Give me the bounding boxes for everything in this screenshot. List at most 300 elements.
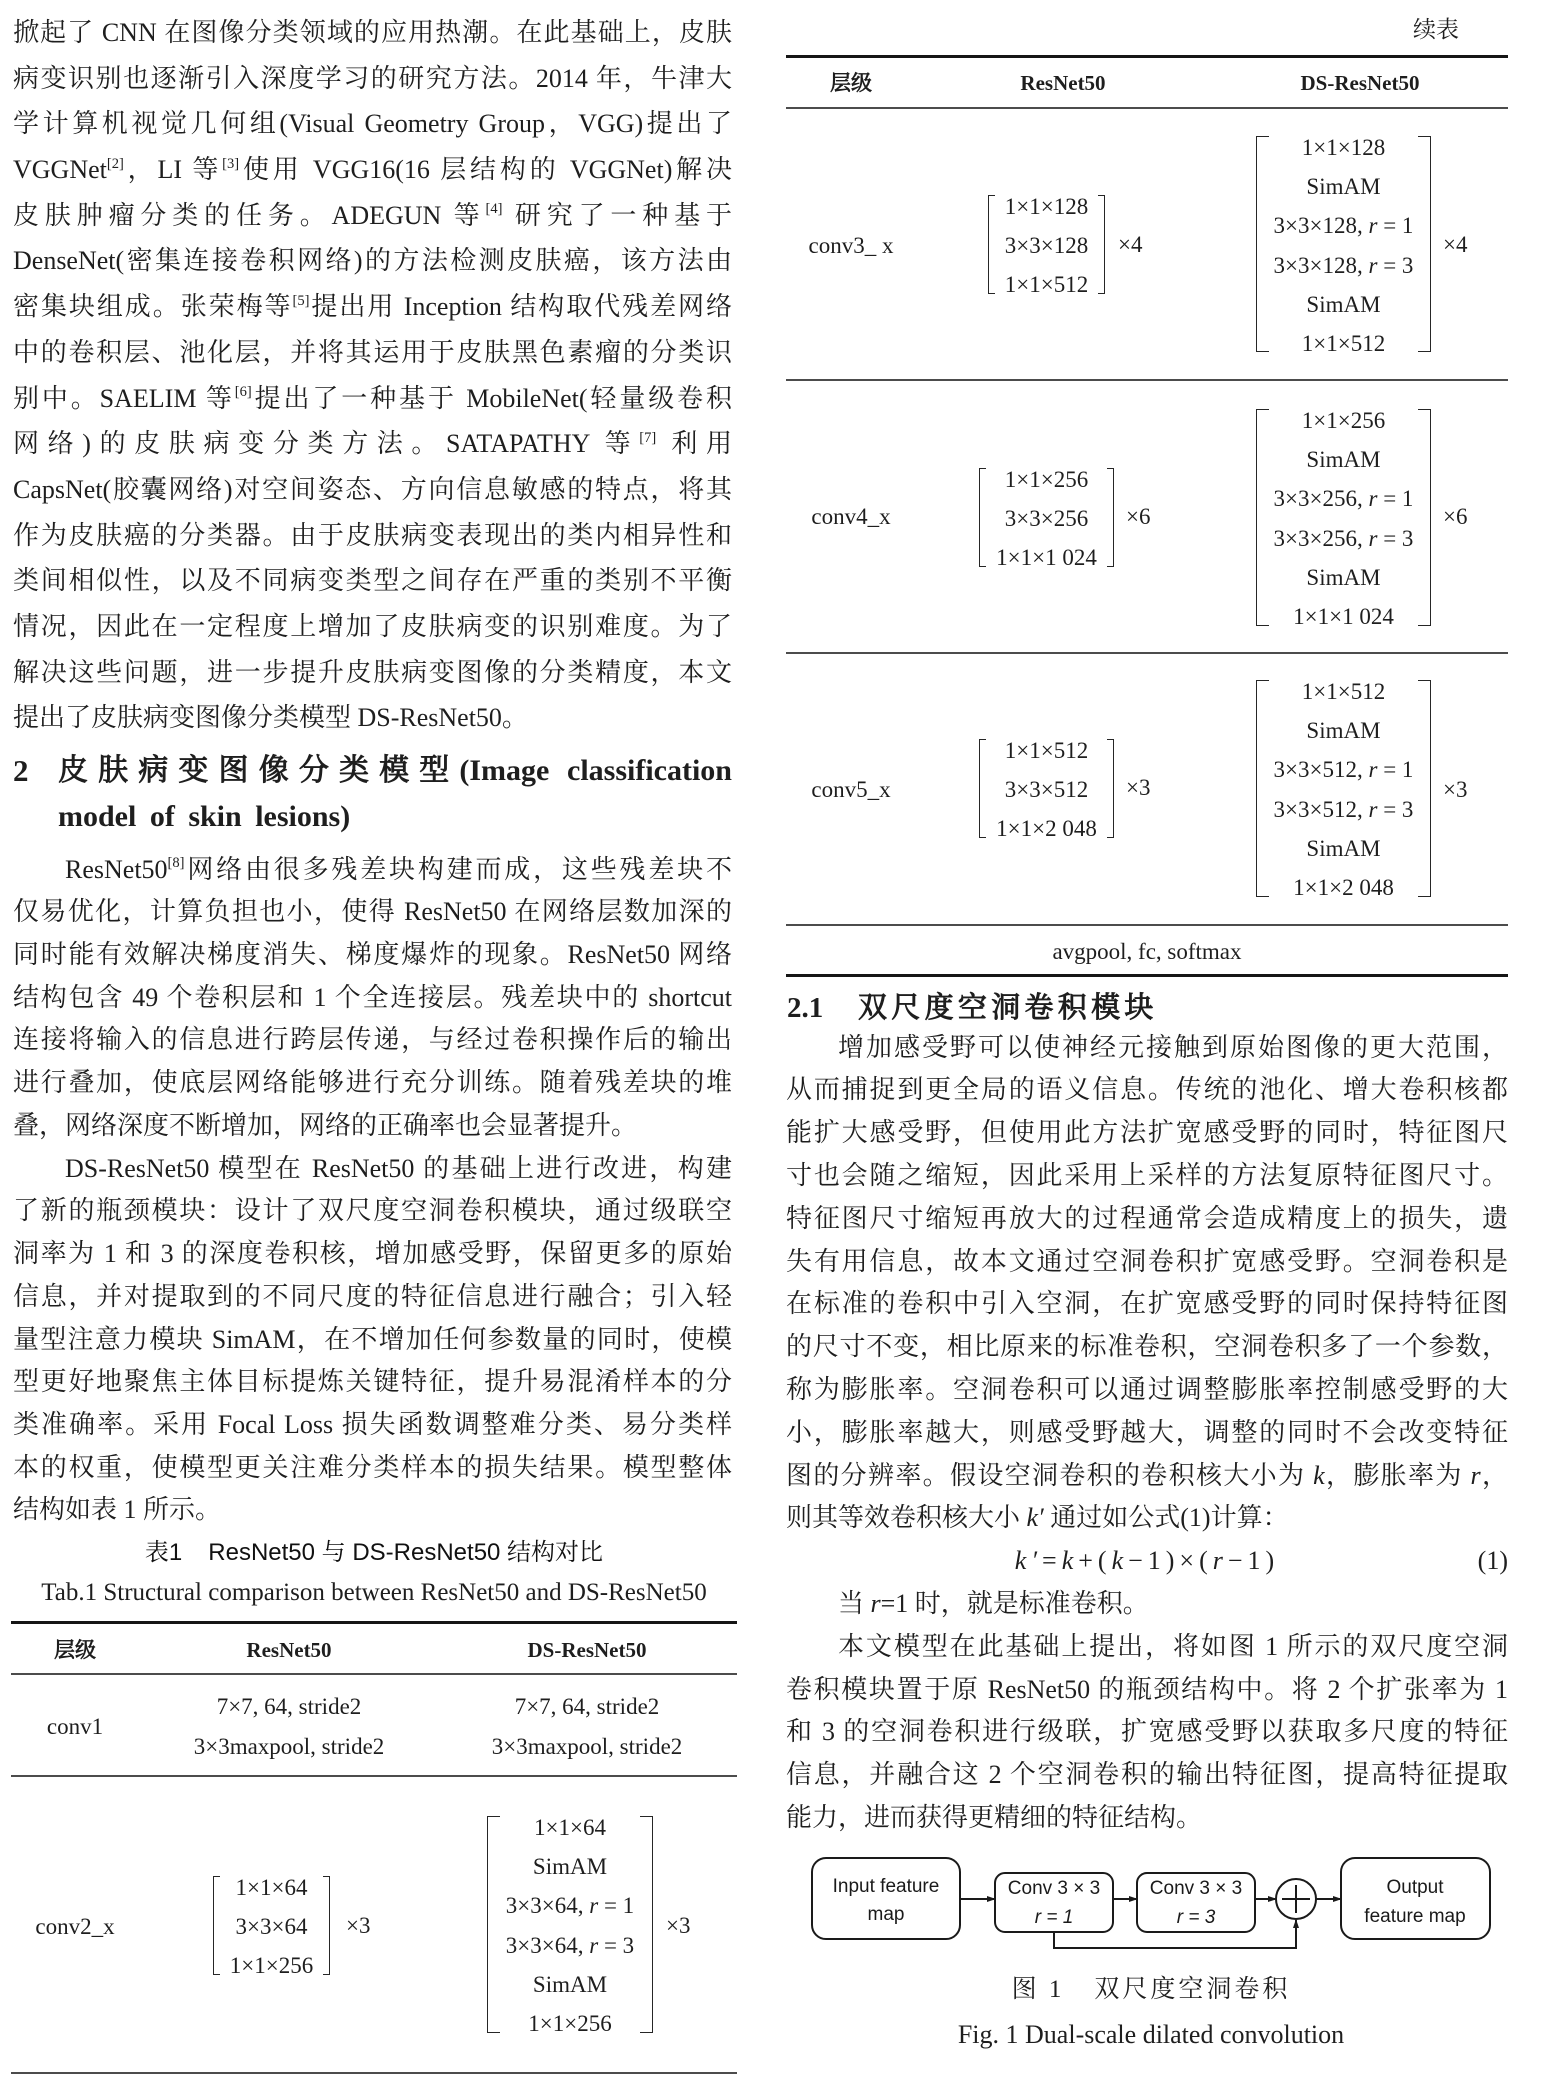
text-line <box>1256 285 1431 324</box>
layer-label: conv3_ x <box>808 233 894 258</box>
text-run: 1×1×2 048 <box>1293 874 1394 900</box>
table-1-bottom-rule <box>11 2072 737 2074</box>
matrix-lines <box>1256 672 1431 907</box>
math-variable: r <box>1368 213 1378 239</box>
figure-1-label: 图 1 <box>1011 1976 1065 2003</box>
citation-superscript: [3] <box>222 155 240 172</box>
resnet50-block-matrix <box>979 738 1114 842</box>
text-run: = 1 <box>598 1893 635 1919</box>
text-line <box>1256 167 1431 206</box>
text-run: +( <box>1078 1546 1112 1576</box>
text-run: = 1 <box>1377 757 1414 783</box>
table-footer-row: avgpool, fc, softmax <box>1052 939 1242 964</box>
text-run: 类间相似性，以及不同病变类型之间存在严重的类别不平衡 <box>13 566 732 596</box>
text-run: 仅易优化，计算负担也小，使得 ResNet50 在网络层数加深的 <box>13 897 732 927</box>
text-run: SimAM <box>1306 447 1381 473</box>
text-run: 称为膨胀率。空洞卷积可以通过调整膨胀率控制感受野的大 <box>786 1374 1508 1404</box>
text-line <box>786 1455 1508 1498</box>
text-line <box>13 376 732 422</box>
ds-resnet50-block-matrix <box>487 1815 653 2036</box>
text-run: 网络)的皮肤病变分类方法。SATAPATHY 等 <box>13 429 640 459</box>
text-run: 别中。SAELIM 等 <box>13 383 235 413</box>
math-variable: k <box>1313 1460 1325 1490</box>
table-continued-header-resnet50: ResNet50 <box>1020 71 1106 95</box>
text-line <box>13 1404 732 1447</box>
text-line <box>487 1965 653 2004</box>
text-run: 皮肤肿瘤分类的任务。ADEGUN 等 <box>13 200 486 230</box>
text-line <box>477 1687 697 1727</box>
text-line <box>213 1946 330 1985</box>
math-variable: r <box>1368 486 1378 512</box>
text-run: =1 时，就是标准卷积。 <box>880 1589 1149 1618</box>
text-line <box>786 1112 1508 1155</box>
repeat-count: ×6 <box>1443 504 1468 529</box>
math-variable: r <box>1470 1460 1481 1490</box>
text-run: 卷积模块置于原 ResNet50 的瓶颈结构中。将 2 个扩张率为 1 <box>786 1674 1508 1704</box>
text-line <box>979 538 1114 577</box>
math-variable: r <box>1368 796 1378 822</box>
repeat-count: ×3 <box>1126 775 1151 800</box>
ds-resnet50-cell <box>477 1687 697 1767</box>
conv-r1-label-line-1: Conv 3 × 3 <box>1007 1878 1101 1899</box>
text-run: SimAM <box>1306 564 1381 590</box>
text-run: 1×1×128 <box>1004 194 1089 219</box>
text-line <box>477 1727 697 1767</box>
text-line <box>13 421 732 467</box>
math-variable: r <box>589 1893 599 1919</box>
text-line <box>487 1926 653 1965</box>
text-line <box>1256 790 1431 829</box>
text-line <box>13 849 732 892</box>
matrix-lines <box>979 731 1114 849</box>
table-continued-top-rule <box>786 55 1508 58</box>
text-line <box>786 1669 1508 1712</box>
citation-superscript: [6] <box>234 384 252 401</box>
text-run: = 3 <box>1377 796 1414 822</box>
conv-r1-label-line-2: r = 1 <box>1034 1907 1074 1928</box>
text-line <box>979 770 1114 809</box>
text-line <box>13 10 732 56</box>
text-line <box>13 147 732 193</box>
text-line <box>988 226 1105 265</box>
text-run: 3×3×256 <box>1004 506 1089 532</box>
table-row-divider <box>11 1775 737 1777</box>
text-line <box>1256 128 1431 167</box>
text-run: 研究了一种基于 <box>502 200 732 230</box>
text-run: 中的卷积层、池化层，并将其运用于皮肤黑色素瘤的分类识 <box>13 337 732 367</box>
ds-resnet50-block-matrix <box>1256 408 1431 629</box>
text-line <box>13 1319 732 1362</box>
text-run: = 3 <box>1377 525 1414 551</box>
text-run: 通过如公式(1)计算： <box>1043 1503 1289 1533</box>
text-line <box>13 56 732 102</box>
text-line <box>13 558 732 604</box>
text-run: = 1 <box>1377 213 1414 239</box>
text-line <box>786 1069 1508 1112</box>
math-variable: k′ <box>1026 1503 1044 1533</box>
text-run: SimAM <box>532 1854 608 1880</box>
text-line <box>988 187 1105 226</box>
matrix-lines <box>979 460 1114 578</box>
text-line <box>13 1489 732 1532</box>
citation-superscript: [5] <box>292 292 310 309</box>
figure-1-title: 双尺度空洞卷积 <box>1094 1976 1291 2003</box>
table-1-label: 表1 <box>144 1539 183 1566</box>
matrix-lines <box>213 1868 330 1986</box>
repeat-count: ×6 <box>1126 504 1151 529</box>
text-line <box>13 284 732 330</box>
text-run: 提出了皮肤病变图像分类模型 DS-ResNet50。 <box>13 703 528 733</box>
text-run: 寸也会随之缩短，因此采用上采样的方法复原特征图尺寸。 <box>786 1160 1508 1190</box>
text-line <box>487 1847 653 1886</box>
text-line <box>1256 401 1431 440</box>
table-1-caption-cn <box>11 1535 737 1571</box>
text-line <box>979 731 1114 770</box>
text-line <box>13 1447 732 1490</box>
text-run: SimAM <box>1306 835 1381 861</box>
text-run: ResNet50 <box>65 854 168 884</box>
text-run: 病变识别也逐渐引入深度学习的研究方法。2014 年，牛津大 <box>13 63 732 93</box>
citation-superscript: [8] <box>167 855 185 872</box>
resnet50-cell <box>179 1687 399 1767</box>
text-run: −1)×( <box>1128 1546 1213 1576</box>
section-2-title <box>58 748 732 840</box>
math-variable: k <box>1061 1546 1079 1576</box>
text-line <box>1256 558 1431 597</box>
math-variable: r <box>1368 757 1378 783</box>
figure-1-caption-en: Fig. 1 Dual-scale dilated convolution <box>957 2020 1345 2049</box>
text-line <box>786 1326 1508 1369</box>
resnet50-block-matrix <box>988 194 1105 298</box>
text-run: 同时能有效解决梯度消失、梯度爆炸的现象。ResNet50 网络 <box>13 940 732 970</box>
text-line <box>1256 479 1431 518</box>
text-run: 增加感受野可以使神经元接触到原始图像的更大范围， <box>838 1032 1508 1062</box>
text-line <box>786 1626 1508 1669</box>
text-run: 1×1×256 <box>1004 467 1089 492</box>
repeat-count: ×3 <box>666 1913 691 1938</box>
text-run: 皮肤病变图像分类模型(Image classification <box>58 754 732 787</box>
table-row-divider <box>786 652 1508 654</box>
matrix-lines <box>1256 401 1431 636</box>
text-line <box>13 193 732 239</box>
paragraph-receptive-field <box>786 1027 1508 1541</box>
text-run: 密集块组成。张荣梅等 <box>13 292 293 322</box>
text-run: 1×1×64 <box>235 1875 308 1900</box>
citation-superscript: [4] <box>485 201 503 218</box>
text-run: 信息，并对提取到的不同尺度的特征信息进行融合；引入轻 <box>13 1281 732 1311</box>
matrix-lines <box>487 1808 653 2043</box>
section-2-1-title: 双尺度空洞卷积模块 <box>858 992 1158 1024</box>
text-run: 和 3 的空洞卷积进行级联，扩宽感受野以获取多尺度的特征 <box>786 1717 1508 1747</box>
table-continued-bottom-rule <box>786 974 1508 977</box>
text-line <box>13 695 732 741</box>
table-continued-header-layer: 层级 <box>830 71 872 95</box>
text-run: 1×1×512 <box>1301 330 1386 356</box>
equation-number: (1) <box>1477 1546 1508 1576</box>
text-run: 作为皮肤癌的分类器。由于皮肤病变表现出的类内相异性和 <box>13 520 732 550</box>
text-run: 7×7, 64, stride2 <box>216 1694 362 1719</box>
text-run: 提出用 Inception 结构取代残差网络 <box>309 292 732 322</box>
text-run: 3×3×128 <box>1004 233 1089 259</box>
ds-resnet50-block-matrix <box>1256 135 1431 356</box>
text-line <box>786 1027 1508 1070</box>
text-run: 提出了一种基于 MobileNet(轻量级卷积 <box>251 383 732 413</box>
input-box-label-line-1: Input feature <box>832 1876 940 1897</box>
math-variable: r <box>1212 1546 1228 1576</box>
text-line <box>13 1019 732 1062</box>
text-run: = 3 <box>1377 252 1414 278</box>
matrix-lines <box>1256 128 1431 363</box>
text-line <box>179 1727 399 1767</box>
text-line <box>1256 711 1431 750</box>
text-run: 的尺寸不变，相比原来的标准卷积，空洞卷积多了一个参数， <box>786 1332 1508 1362</box>
paragraph-standard-conv <box>786 1583 1508 1626</box>
sum-plus-icon <box>1276 1879 1316 1919</box>
table-1-caption-en: Tab.1 Structural comparison between ResNet50 and DS-ResNet50 <box>41 1579 707 1606</box>
text-run: DS-ResNet50 模型在 ResNet50 的基础上进行改进，构建 <box>65 1153 732 1183</box>
text-run: −1) <box>1227 1546 1280 1576</box>
text-line <box>1256 440 1431 479</box>
text-line <box>13 513 732 559</box>
output-box-label-line-2: feature map <box>1364 1906 1466 1927</box>
text-run: VGGNet <box>13 155 107 185</box>
layer-label: conv2_x <box>35 1914 115 1939</box>
text-run: 3×3×512 <box>1004 777 1089 803</box>
table-1-header-rule <box>11 1673 737 1675</box>
text-run: 1×1×128 <box>1301 135 1386 160</box>
text-run: ，LI 等 <box>123 155 223 185</box>
text-line <box>487 1808 653 1847</box>
text-line <box>13 604 732 650</box>
text-line <box>13 891 732 934</box>
text-run: 能力，进而获得更精细的特征结构。 <box>786 1802 1203 1832</box>
text-run: 3×3×256, <box>1273 486 1369 512</box>
text-run: SimAM <box>532 1971 608 1997</box>
text-line <box>786 1198 1508 1241</box>
text-run: 则其等效卷积核大小 <box>786 1503 1027 1533</box>
text-line <box>979 499 1114 538</box>
table-1-header-resnet50: ResNet50 <box>246 1638 332 1662</box>
text-run: 3×3×512, <box>1273 757 1369 783</box>
conv-r3-label-line-2: r = 3 <box>1176 1907 1216 1928</box>
text-run: 信息，并融合这 2 个空洞卷积的输出特征图，提高特征提取 <box>786 1760 1508 1790</box>
table-1-header-layer: 层级 <box>54 1638 96 1662</box>
paragraph-intro <box>13 10 732 741</box>
text-run: 学计算机视觉几何组(Visual Geometry Group，VGG)提出了 <box>13 109 732 139</box>
table-continued-label: 续表 <box>1413 17 1459 42</box>
text-line <box>786 1540 1508 1583</box>
output-box-label-line-1: Output <box>1386 1877 1444 1898</box>
repeat-count: ×3 <box>1443 777 1468 802</box>
ds-resnet50-block-matrix <box>1256 679 1431 900</box>
text-line <box>487 1886 653 1925</box>
text-line <box>979 460 1114 499</box>
text-run: 网络由很多残差块构建而成，这些残差块不 <box>184 854 732 884</box>
equation-1 <box>786 1540 1508 1583</box>
text-line <box>13 467 732 513</box>
text-line <box>13 1190 732 1233</box>
text-line <box>1256 750 1431 789</box>
text-run: = 1 <box>1377 486 1414 512</box>
text-run: = <box>1042 1546 1062 1576</box>
math-variable: k <box>1111 1546 1129 1576</box>
text-run: 叠，网络深度不断增加，网络的正确率也会显著提升。 <box>13 1110 638 1140</box>
layer-label: conv5_x <box>811 777 891 802</box>
text-line <box>213 1907 330 1946</box>
repeat-count: ×3 <box>346 1913 371 1938</box>
text-line <box>786 1797 1508 1840</box>
text-line <box>1256 829 1431 868</box>
text-run: 7×7, 64, stride2 <box>514 1694 660 1719</box>
layer-label: conv1 <box>46 1714 104 1739</box>
text-line <box>786 1369 1508 1412</box>
text-run: 小，膨胀率越大，则感受野越大，调整的同时不会改变特征 <box>786 1417 1508 1447</box>
paragraph-module <box>786 1626 1508 1840</box>
paragraph-ds-resnet50 <box>13 1148 732 1532</box>
text-line <box>786 1754 1508 1797</box>
text-run: 量型注意力模块 SimAM，在不增加任何参数量的同时，使模 <box>13 1324 732 1354</box>
text-line <box>13 934 732 977</box>
text-run: 洞率为 1 和 3 的深度卷积核，增加感受野，保留更多的原始 <box>13 1239 732 1269</box>
text-line <box>58 748 732 794</box>
text-line <box>1256 868 1431 907</box>
text-line <box>1256 246 1431 285</box>
text-line <box>786 1241 1508 1284</box>
citation-superscript: [7] <box>639 429 657 446</box>
table-1-header-ds-resnet50: DS-ResNet50 <box>527 1638 647 1662</box>
text-run: 从而捕捉到更全局的语义信息。传统的池化、增大卷积核都 <box>786 1075 1508 1105</box>
text-run: 1×1×512 <box>1301 679 1386 704</box>
text-run: 3×3×64 <box>235 1914 308 1940</box>
text-line <box>13 1233 732 1276</box>
text-run: 结构如表 1 所示。 <box>13 1495 222 1525</box>
text-run: SimAM <box>1306 718 1381 744</box>
text-run: 连接将输入的信息进行跨层传递，与经过卷积操作后的输出 <box>13 1025 732 1055</box>
input-feature-map-box <box>812 1858 960 1939</box>
text-run: 类准确率。采用 Focal Loss 损失函数调整难分类、易分类样 <box>13 1410 732 1439</box>
table-row-divider <box>786 379 1508 381</box>
text-run: 了新的瓶颈模块：设计了双尺度空洞卷积模块，通过级联空 <box>13 1196 732 1226</box>
text-run: 1×1×256 <box>1301 408 1386 433</box>
text-run: ， <box>1480 1460 1508 1490</box>
resnet50-block-matrix <box>979 467 1114 571</box>
text-run: 1×1×512 <box>1004 738 1089 763</box>
section-2-1-number: 2.1 <box>787 992 824 1024</box>
text-run: 能扩大感受野，但使用此方法扩宽感受野的同时，特征图尺 <box>786 1118 1508 1148</box>
text-line <box>1256 672 1431 711</box>
text-line <box>1256 519 1431 558</box>
repeat-count: ×4 <box>1443 232 1468 257</box>
text-run: 1×1×1 024 <box>1293 603 1394 629</box>
table-row-divider <box>786 924 1508 926</box>
table-continued-header-rule <box>786 107 1508 109</box>
text-run: 3×3maxpool, stride2 <box>491 1734 683 1759</box>
text-line <box>13 1361 732 1404</box>
text-line <box>487 2004 653 2043</box>
text-line <box>786 1711 1508 1754</box>
text-run: 特征图尺寸缩短再放大的过程通常会造成精度上的损失，遗 <box>786 1203 1508 1233</box>
text-line <box>979 809 1114 848</box>
text-line <box>13 1148 732 1191</box>
equation-expression <box>786 1540 1508 1583</box>
text-line <box>988 265 1105 304</box>
text-run: ，膨胀率为 <box>1324 1460 1471 1490</box>
text-run: 解决这些问题，进一步提升皮肤病变图像的分类精度，本文 <box>13 657 732 687</box>
conv-r3-label-line-1: Conv 3 × 3 <box>1149 1878 1243 1899</box>
text-run: 3×3maxpool, stride2 <box>193 1734 385 1759</box>
matrix-lines <box>988 187 1105 305</box>
text-line <box>13 330 732 376</box>
text-run: 1×1×256 <box>229 1953 314 1979</box>
text-run: model of skin lesions) <box>58 800 351 833</box>
text-run: 3×3×64, <box>505 1932 590 1958</box>
text-line <box>179 1687 399 1727</box>
text-line <box>13 1276 732 1319</box>
citation-superscript: [2] <box>106 155 124 172</box>
text-run: 3×3×64, <box>505 1893 590 1919</box>
text-line <box>786 1583 1508 1626</box>
text-line <box>786 1155 1508 1198</box>
text-run: 情况，因此在一定程度上增加了皮肤病变的识别难度。为了 <box>13 611 732 641</box>
math-variable: r <box>1368 252 1378 278</box>
math-variable: k′ <box>1014 1546 1043 1576</box>
text-run: 型更好地聚焦主体目标提炼关键特征，提升易混淆样本的分 <box>13 1367 732 1397</box>
text-run: 1×1×2 048 <box>996 816 1097 842</box>
text-line <box>1256 324 1431 363</box>
text-run: 结构包含 49 个卷积层和 1 个全连接层。残差块中的 shortcut <box>13 982 732 1012</box>
text-run: 掀起了 CNN 在图像分类领域的应用热潮。在此基础上，皮肤 <box>13 18 732 47</box>
text-line <box>13 1105 732 1148</box>
text-run: 本的权重，使模型更关注难分类样本的损失结果。模型整体 <box>13 1452 732 1482</box>
math-variable: r <box>1368 525 1378 551</box>
math-variable: r <box>870 1589 881 1618</box>
text-run: 利用 <box>656 429 732 459</box>
text-line <box>213 1868 330 1907</box>
text-line <box>786 1412 1508 1455</box>
text-run: 1×1×64 <box>534 1815 606 1840</box>
text-line <box>58 794 732 840</box>
section-2-number: 2 <box>13 753 29 788</box>
text-run: 图的分辨率。假设空洞卷积的卷积核大小为 <box>786 1460 1314 1490</box>
text-line <box>13 650 732 696</box>
text-run: 1×1×1 024 <box>996 545 1097 571</box>
text-run: 3×3×512, <box>1273 796 1369 822</box>
paragraph-resnet50 <box>13 849 732 1148</box>
text-run: 在标准的卷积中引入空洞，在扩宽感受野的同时保持特征图 <box>786 1289 1508 1319</box>
text-line <box>13 1062 732 1105</box>
text-run: 3×3×128, <box>1273 252 1369 278</box>
text-run: 使用 VGG16(16 层结构的 VGGNet)解决 <box>239 155 732 185</box>
table-continued-header-ds-resnet50: DS-ResNet50 <box>1300 71 1420 95</box>
text-run: 1×1×256 <box>528 2010 612 2036</box>
table-1-title: ResNet50 与 DS-ResNet50 结构对比 <box>208 1539 604 1566</box>
text-run: CapsNet(胶囊网络)对空间姿态、方向信息敏感的特点，将其 <box>13 474 732 504</box>
text-run: DenseNet(密集连接卷积网络)的方法检测皮肤癌，该方法由 <box>13 246 732 276</box>
text-run: SimAM <box>1306 291 1381 317</box>
text-run: = 3 <box>598 1932 635 1958</box>
text-line <box>786 1497 1508 1540</box>
text-line <box>13 977 732 1020</box>
text-run: 当 <box>838 1589 871 1618</box>
text-line <box>1256 597 1431 636</box>
text-run: 3×3×128, <box>1273 213 1369 239</box>
text-line <box>13 101 732 147</box>
text-line <box>1256 206 1431 245</box>
text-run: 本文模型在此基础上提出，将如图 1 所示的双尺度空洞 <box>838 1631 1508 1661</box>
layer-label: conv4_x <box>811 504 891 529</box>
text-run: 1×1×512 <box>1004 272 1089 298</box>
text-line <box>786 1283 1508 1326</box>
